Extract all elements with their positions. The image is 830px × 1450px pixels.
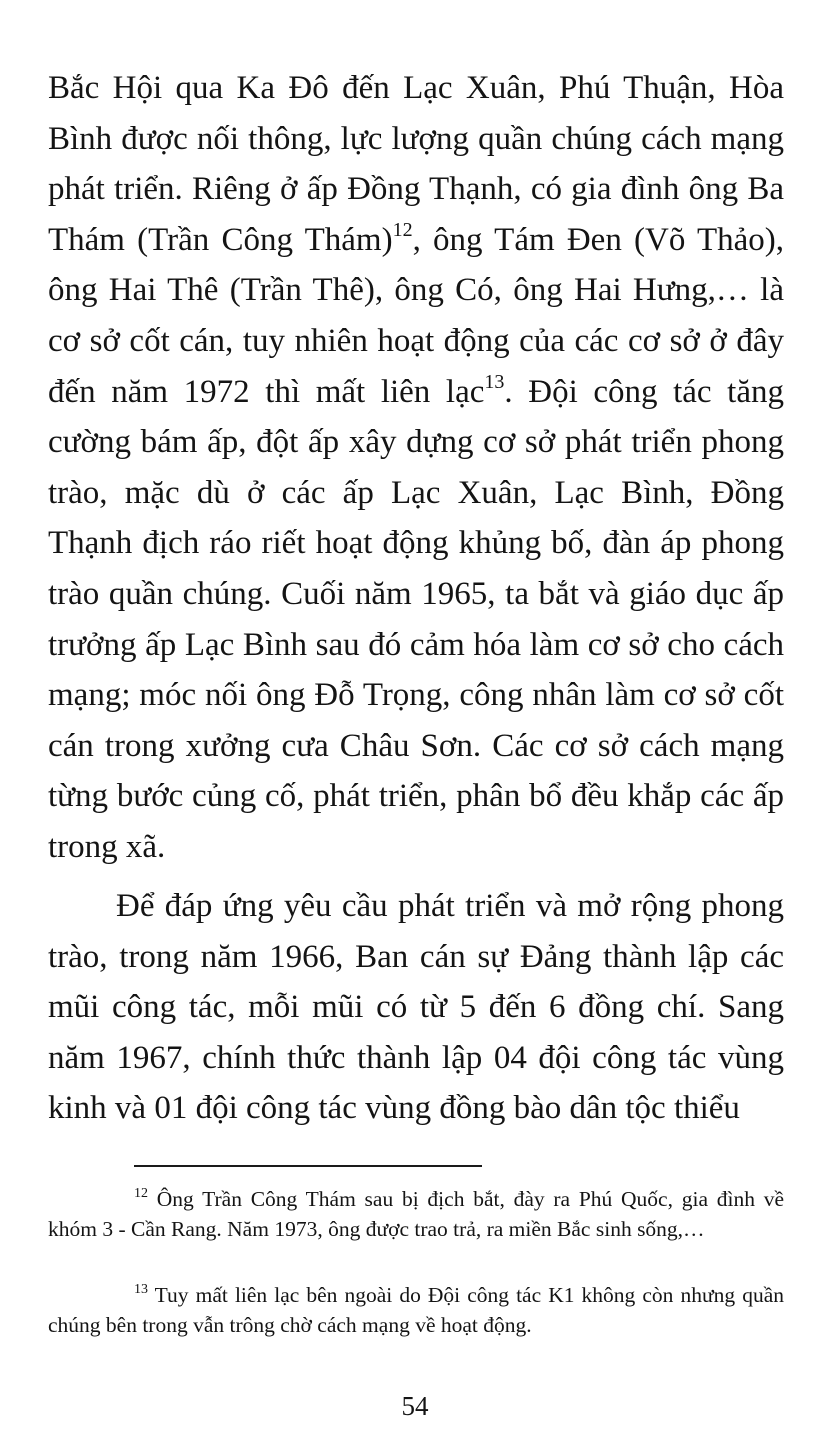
footnote-ref-12[interactable]: 12	[392, 218, 413, 241]
paragraph-text: , ông Tám Đen (Võ Thảo), ông Hai Thê (Trần Thê), ông Có, ông Hai Hưng,… là cơ sở cốt cán, tuy nhiên hoạt động của các cơ sở ở đây đến năm 1972 thì mất liên lạc	[48, 221, 784, 410]
footnote-text: Tuy mất liên lạc bên ngoài do Đội công tác K1 không còn nhưng quần chúng bên trong vẫn trông chờ cách mạng về hoạt động.	[48, 1283, 784, 1337]
footnote-12	[48, 1184, 784, 1244]
footnote-ref-13[interactable]: 13	[484, 370, 505, 393]
body-paragraph-1	[48, 63, 784, 873]
footnote-text: Ông Trần Công Thám sau bị địch bắt, đày ra Phú Quốc, gia đình về khóm 3 - Cần Rang. Năm 1973, ông được trao trả, ra miền Bắc sinh sống,…	[48, 1187, 784, 1241]
paragraph-text: Bắc Hội qua Ka Đô đến Lạc Xuân, Phú Thuận, Hòa Bình được nối thông, lực lượng quần chúng cách mạng phát triển. Riêng ở ấp Đồng Thạnh, có gia đình ông Ba Thám (Trần Công Thám)	[48, 70, 784, 258]
page-number: 54	[401, 1391, 429, 1421]
footnote-13	[48, 1280, 784, 1340]
paragraph-text: . Đội công tác tăng cường bám ấp, đột ấp xây dựng cơ sở phát triển phong trào, mặc dù ở các ấp Lạc Xuân, Lạc Bình, Đồng Thạnh địch ráo riết hoạt động khủng bố, đàn áp phong trào quần chúng. Cuối năm 1965, ta bắt và giáo dục ấp trưởng ấp Lạc Bình sau đó cảm hóa làm cơ sở cho cách mạng; móc nối ông Đỗ Trọng, công nhân làm cơ sở cốt cán trong xưởng cưa Châu Sơn. Các cơ sở cách mạng từng bước củng cố, phát triển, phân bổ đều khắp các ấp trong xã.	[48, 373, 784, 865]
body-paragraph-2: Để đáp ứng yêu cầu phát triển và mở rộng phong trào, trong năm 1966, Ban cán sự Đảng thành lập các mũi công tác, mỗi mũi có từ 5 đến 6 đồng chí. Sang năm 1967, chính thức thành lập 04 đội công tác vùng kinh và 01 đội công tác vùng đồng bào dân tộc thiểu	[48, 888, 784, 1127]
footnote-number: 13	[134, 1281, 148, 1297]
footnote-number: 12	[134, 1185, 148, 1201]
footnote-separator	[134, 1165, 482, 1167]
